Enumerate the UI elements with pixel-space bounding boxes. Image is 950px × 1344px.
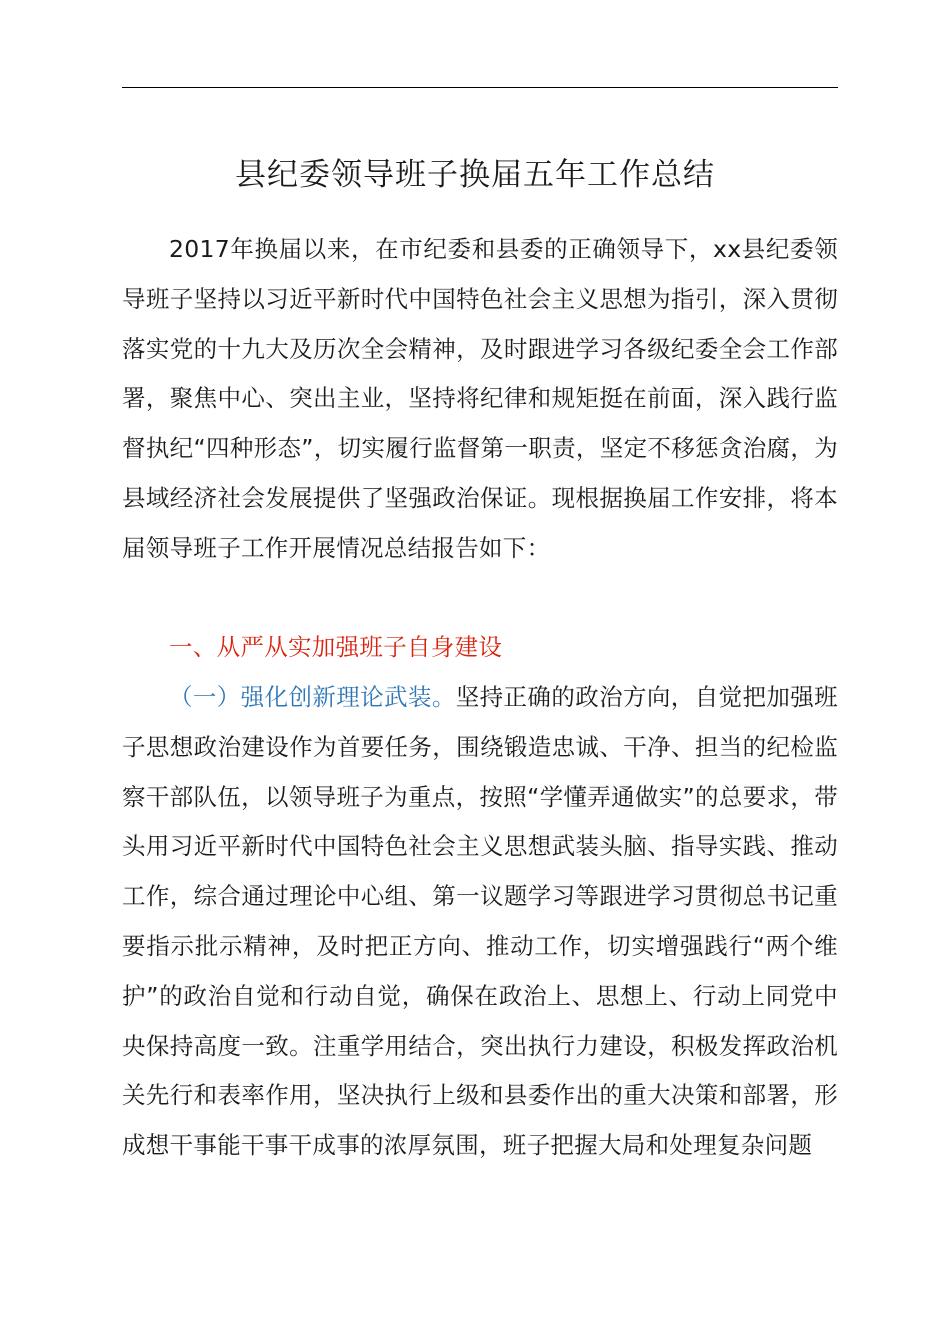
section-heading-1: 一、从严从实加强班子自身建设 bbox=[169, 633, 503, 661]
document-title: 县纪委领导班子换届五年工作总结 bbox=[235, 157, 715, 193]
intro-paragraph: 2017年换届以来，在市纪委和县委的正确领导下，xx县纪委领导班子坚持以习近平新时代中国特色社会主义思想为指引，深入贯彻落实党的十九大及历次全会精神，及时跟进学习各级纪委全会工作部署，聚焦中心、突出主业，坚持将纪律和规矩挺在前面，深入践行监督执纪“四种形态”，切实履行监督第一职责，坚定不移惩贪治腐，为县域经济社会发展提供了坚强政治保证。现根据换届工作安排，将本届领导班子工作开展情况总结报告如下： bbox=[122, 235, 838, 562]
subsection-text-1: 坚持正确的政治方向，自觉把加强班子思想政治建设作为首要任务，围绕锻造忠诚、干净、担当的纪检监察干部队伍，以领导班子为重点，按照“学懂弄通做实”的总要求，带头用习近平新时代中国特色社会主义思想武装头脑、指导实践、推动工作，综合通过理论中心组、第一议题学习等跟进学习贯彻总书记重要指示批示精神，及时把正方向、推动工作，切实增强践行“两个维护”的政治自觉和行动自觉，确保在政治上、思想上、行动上同党中央保持高度一致。注重学用结合，突出执行力建设，积极发挥政治机关先行和表率作用，坚决执行上级和县委作出的重大决策和部署，形成想干事能干事干成事的浓厚氛围，班子把握大局和处理复杂问题 bbox=[122, 683, 838, 1160]
subsection-heading-1: （一）强化创新理论武装。 bbox=[169, 683, 456, 711]
subsection-paragraph-1 bbox=[122, 673, 838, 1171]
header-rule bbox=[122, 87, 838, 88]
